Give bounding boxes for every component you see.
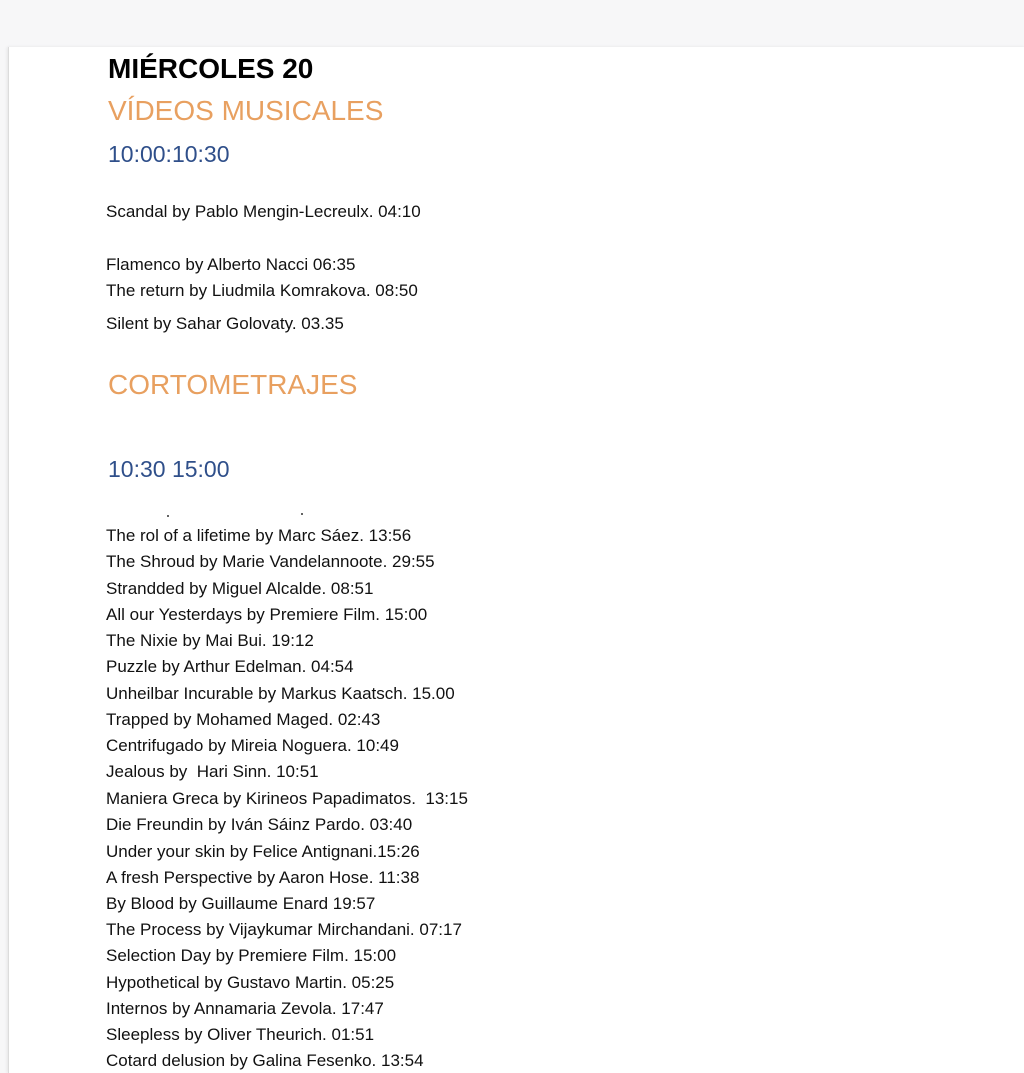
list-item: Under your skin by Felice Antignani.15:26 [106,842,420,861]
list-item: Strandded by Miguel Alcalde. 08:51 [106,579,374,598]
list-item: Centrifugado by Mireia Noguera. 10:49 [106,736,399,755]
list-item: Puzzle by Arthur Edelman. 04:54 [106,657,354,676]
list-item: Internos by Annamaria Zevola. 17:47 [106,999,384,1018]
time-range-cortometrajes: 10:30 15:00 [108,456,230,482]
document-page [8,47,1024,1073]
list-item: Flamenco by Alberto Nacci 06:35 [106,255,356,274]
list-item: Scandal by Pablo Mengin-Lecreulx. 04:10 [106,202,421,221]
list-item: The Nixie by Mai Bui. 19:12 [106,631,314,650]
list-item: Trapped by Mohamed Maged. 02:43 [106,710,381,729]
list-item: Unheilbar Incurable by Markus Kaatsch. 15.00 [106,684,455,703]
list-item: Maniera Greca by Kirineos Papadimatos. 13:15 [106,789,468,808]
time-range-videos-musicales: 10:00:10:30 [108,141,230,167]
list-item: The Shroud by Marie Vandelannoote. 29:55 [106,552,435,571]
list-item: Selection Day by Premiere Film. 15:00 [106,946,397,965]
list-item: Hypothetical by Gustavo Martin. 05:25 [106,973,395,992]
stray-mark [167,515,169,517]
list-item: The rol of a lifetime by Marc Sáez. 13:56 [106,526,412,545]
list-item: A fresh Perspective by Aaron Hose. 11:38 [106,868,420,887]
section-title-videos-musicales: VÍDEOS MUSICALES [108,95,384,126]
list-item: Silent by Sahar Golovaty. 03.35 [106,314,344,333]
section-title-cortometrajes: CORTOMETRAJES [108,369,358,400]
list-item: Die Freundin by Iván Sáinz Pardo. 03:40 [106,815,413,834]
list-item: By Blood by Guillaume Enard 19:57 [106,894,376,913]
list-item: The Process by Vijaykumar Mirchandani. 07:17 [106,920,462,939]
stray-mark [301,513,303,515]
list-item: All our Yesterdays by Premiere Film. 15:00 [106,605,428,624]
day-title: MIÉRCOLES 20 [108,53,314,84]
list-item: Cotard delusion by Galina Fesenko. 13:54 [106,1051,424,1070]
list-item: Jealous by Hari Sinn. 10:51 [106,762,319,781]
list-item: The return by Liudmila Komrakova. 08:50 [106,281,418,300]
list-item: Sleepless by Oliver Theurich. 01:51 [106,1025,375,1044]
